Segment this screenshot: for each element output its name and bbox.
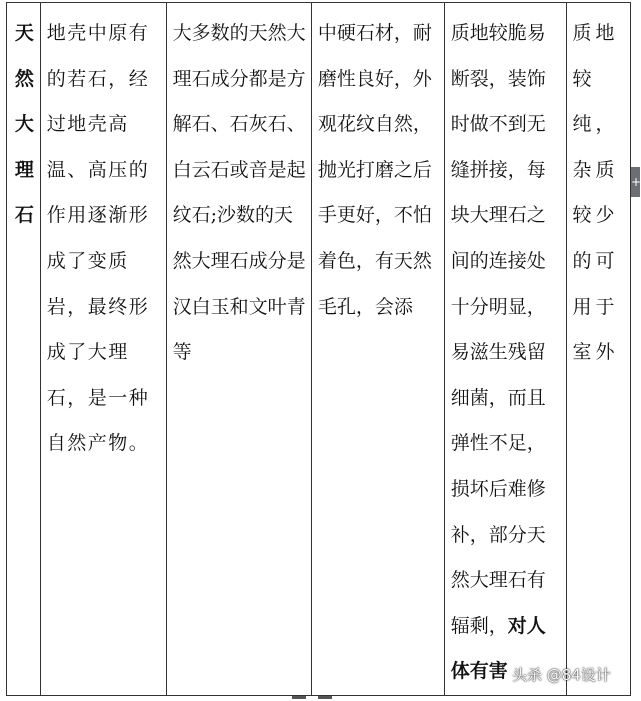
composition-cell: 大多数的天然大理石成分都是方解石、石灰石、白云石或音是起纹石;沙数的天然大理石成分是汉白玉和文叶青等 (166, 3, 311, 696)
column-marker[interactable] (318, 696, 332, 699)
usage-cell: 质地较纯，杂质较少的可用于室外 (566, 3, 631, 696)
disadvantages-bold-text: 对人体有害 (450, 614, 546, 683)
watermark: 头杀 @84设计 (512, 666, 611, 684)
table-row (7, 3, 631, 696)
disadvantages-cell (444, 3, 566, 696)
origin-cell: 地壳中原有的若石，经过地壳高温、高压的作用逐渐形成了变质岩，最终形成了大理石，是一种自然产物。 (40, 3, 166, 696)
advantages-cell: 中硬石材，耐磨性良好，外观花纹自然，抛光打磨之后手更好，不怕着色，有天然毛孔，会添 (311, 3, 444, 696)
marble-info-table (6, 2, 631, 696)
column-marker[interactable] (292, 696, 306, 699)
disadvantages-text: 质地较脆易断裂，装饰时做不到无缝拼接，每块大理石之间的连接处十分明显，易滋生残留细菌，而且弹性不足，损坏后难修补，部分天然大理石有辐剩， (450, 22, 546, 637)
material-name-cell: 天然大理石 (7, 3, 41, 696)
expand-tab[interactable]: + (631, 167, 640, 197)
